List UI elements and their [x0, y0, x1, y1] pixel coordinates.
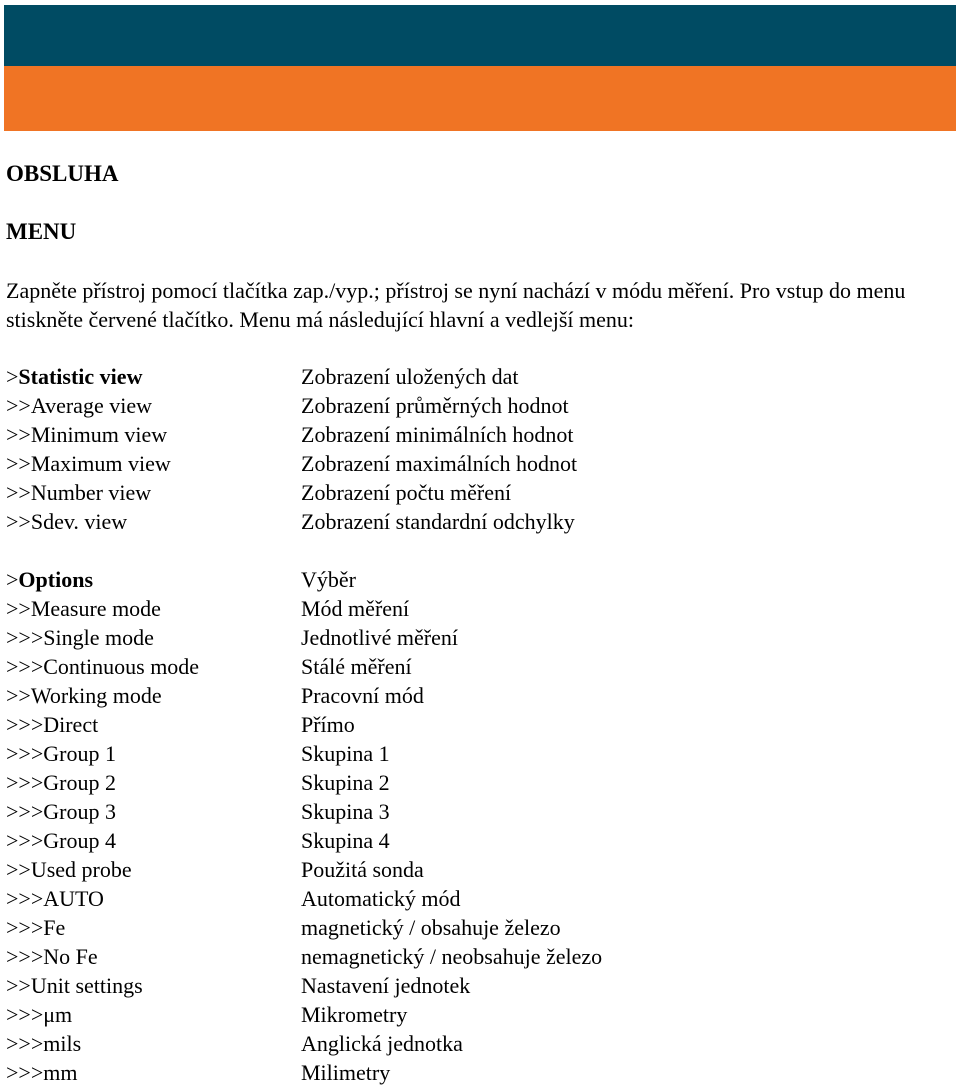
menu-item-description: Zobrazení standardní odchylky — [301, 509, 575, 534]
menu-level-prefix: >> — [6, 451, 31, 476]
menu-level-prefix: >> — [6, 857, 31, 882]
menu-level-prefix: >> — [6, 973, 31, 998]
menu-row — [0, 826, 960, 855]
menu-item-label — [6, 855, 132, 884]
menu-item-description: Pracovní mód — [301, 683, 424, 708]
menu-item-description: Skupina 1 — [301, 741, 390, 766]
menu-row — [0, 420, 960, 449]
menu-row — [0, 507, 960, 536]
menu-item-label — [6, 478, 151, 507]
header-band-blue — [4, 5, 956, 66]
menu-level-prefix: >>> — [6, 828, 44, 853]
menu-item-label — [6, 681, 162, 710]
menu-item-description: Výběr — [301, 567, 356, 592]
menu-item-name: Used probe — [30, 857, 132, 882]
menu-item-label — [6, 420, 167, 449]
menu-item-label — [6, 507, 127, 536]
menu-level-prefix: >>> — [6, 741, 44, 766]
menu-item-name: Group 4 — [43, 828, 116, 853]
menu-item-name: Measure mode — [30, 596, 161, 621]
menu-row — [0, 768, 960, 797]
menu-row — [0, 449, 960, 478]
menu-item-name: Group 3 — [43, 799, 116, 824]
menu-item-description: Stálé měření — [301, 654, 412, 679]
menu-item-label — [6, 1000, 72, 1029]
menu-item-description: Milimetry — [301, 1060, 391, 1085]
menu-row — [0, 739, 960, 768]
menu-item-description: Přímo — [301, 712, 355, 737]
menu-row — [0, 478, 960, 507]
menu-item-name: Average view — [30, 393, 152, 418]
menu-item-name: μm — [43, 1002, 73, 1027]
menu-item-name: Number view — [30, 480, 152, 505]
menu-item-description: Skupina 2 — [301, 770, 390, 795]
menu-item-label — [6, 942, 98, 971]
menu-item-name: Options — [18, 567, 94, 592]
menu-item-name: Fe — [43, 915, 66, 940]
menu-row — [0, 391, 960, 420]
menu-item-label — [6, 391, 152, 420]
menu-item-name: Single mode — [43, 625, 154, 650]
menu-item-name: Maximum view — [30, 451, 171, 476]
menu-row — [0, 913, 960, 942]
menu-level-prefix: >>> — [6, 1002, 44, 1027]
menu-item-description: Mód měření — [301, 596, 410, 621]
menu-level-prefix: >>> — [6, 654, 44, 679]
menu-level-prefix: >> — [6, 683, 31, 708]
menu-item-description: Skupina 4 — [301, 828, 390, 853]
menu-level-prefix: > — [6, 364, 19, 389]
menu-row — [0, 971, 960, 1000]
menu-item-name: Sdev. view — [30, 509, 128, 534]
menu-level-prefix: >>> — [6, 712, 44, 737]
menu-item-label — [6, 826, 116, 855]
section-title: MENU — [6, 219, 77, 244]
menu-item-name: Working mode — [30, 683, 162, 708]
menu-row — [0, 1029, 960, 1058]
menu-item-description: Nastavení jednotek — [301, 973, 471, 998]
menu-level-prefix: >>> — [6, 1060, 44, 1085]
menu-item-name: No Fe — [43, 944, 98, 969]
menu-row — [0, 1000, 960, 1029]
menu-item-description: Zobrazení uložených dat — [301, 364, 519, 389]
menu-item-description: Skupina 3 — [301, 799, 390, 824]
menu-item-label — [6, 710, 98, 739]
menu-row — [0, 942, 960, 971]
menu-item-description: magnetický / obsahuje železo — [301, 915, 561, 940]
menu-level-prefix: >> — [6, 422, 31, 447]
menu-item-label — [6, 652, 199, 681]
menu-row — [0, 623, 960, 652]
menu-item-name: Group 1 — [43, 741, 116, 766]
menu-item-name: mils — [43, 1031, 82, 1056]
menu-row — [0, 594, 960, 623]
menu-item-label — [6, 1029, 81, 1058]
menu-item-description: Zobrazení počtu měření — [301, 480, 512, 505]
menu-level-prefix: > — [6, 567, 19, 592]
menu-level-prefix: >>> — [6, 799, 44, 824]
page-title: OBSLUHA — [6, 161, 119, 186]
menu-item-label — [6, 884, 104, 913]
menu-level-prefix: >>> — [6, 770, 44, 795]
menu-level-prefix: >>> — [6, 915, 44, 940]
menu-item-description: Jednotlivé měření — [301, 625, 459, 650]
menu-item-description: Anglická jednotka — [301, 1031, 463, 1056]
menu-item-description: Zobrazení průměrných hodnot — [301, 393, 569, 418]
menu-item-name: Continuous mode — [43, 654, 200, 679]
menu-row — [0, 884, 960, 913]
menu-item-description: Zobrazení minimálních hodnot — [301, 422, 574, 447]
menu-item-label — [6, 594, 161, 623]
menu-item-name: Unit settings — [30, 973, 143, 998]
menu-level-prefix: >>> — [6, 886, 44, 911]
menu-item-description: Zobrazení maximálních hodnot — [301, 451, 578, 476]
menu-item-label — [6, 768, 116, 797]
menu-item-label — [6, 913, 65, 942]
menu-row — [0, 362, 960, 391]
menu-item-name: Group 2 — [43, 770, 116, 795]
menu-row — [0, 855, 960, 884]
menu-item-label — [6, 797, 116, 826]
menu-item-name: Minimum view — [30, 422, 168, 447]
menu-item-label — [6, 1058, 77, 1087]
menu-row — [0, 681, 960, 710]
menu-item-label — [6, 565, 93, 594]
menu-item-label — [6, 362, 142, 391]
menu-item-label — [6, 739, 116, 768]
menu-row — [0, 652, 960, 681]
menu-row — [0, 1058, 960, 1087]
menu-row — [0, 710, 960, 739]
menu-item-label — [6, 623, 154, 652]
menu-item-name: mm — [43, 1060, 78, 1085]
menu-item-description: Automatický mód — [301, 886, 461, 911]
intro-paragraph: Zapněte přístroj pomocí tlačítka zap./vyp.; přístroj se nyní nachází v módu měření. Pro vstup do menu stiskněte červené tlačítko. Menu má následující hlavní a vedlejší menu: — [6, 278, 906, 332]
menu-level-prefix: >>> — [6, 1031, 44, 1056]
menu-item-label — [6, 971, 143, 1000]
menu-level-prefix: >> — [6, 509, 31, 534]
menu-row — [0, 565, 960, 594]
menu-item-name: AUTO — [43, 886, 104, 911]
header-band-orange — [4, 66, 956, 131]
menu-level-prefix: >> — [6, 480, 31, 505]
menu-level-prefix: >>> — [6, 944, 44, 969]
menu-item-description: Mikrometry — [301, 1002, 408, 1027]
menu-item-description: Použitá sonda — [301, 857, 424, 882]
menu-level-prefix: >> — [6, 393, 31, 418]
menu-level-prefix: >> — [6, 596, 31, 621]
menu-row — [0, 797, 960, 826]
menu-item-label — [6, 449, 171, 478]
menu-item-description: nemagnetický / neobsahuje železo — [301, 944, 603, 969]
menu-item-name: Statistic view — [18, 364, 143, 389]
menu-level-prefix: >>> — [6, 625, 44, 650]
menu-item-name: Direct — [43, 712, 99, 737]
